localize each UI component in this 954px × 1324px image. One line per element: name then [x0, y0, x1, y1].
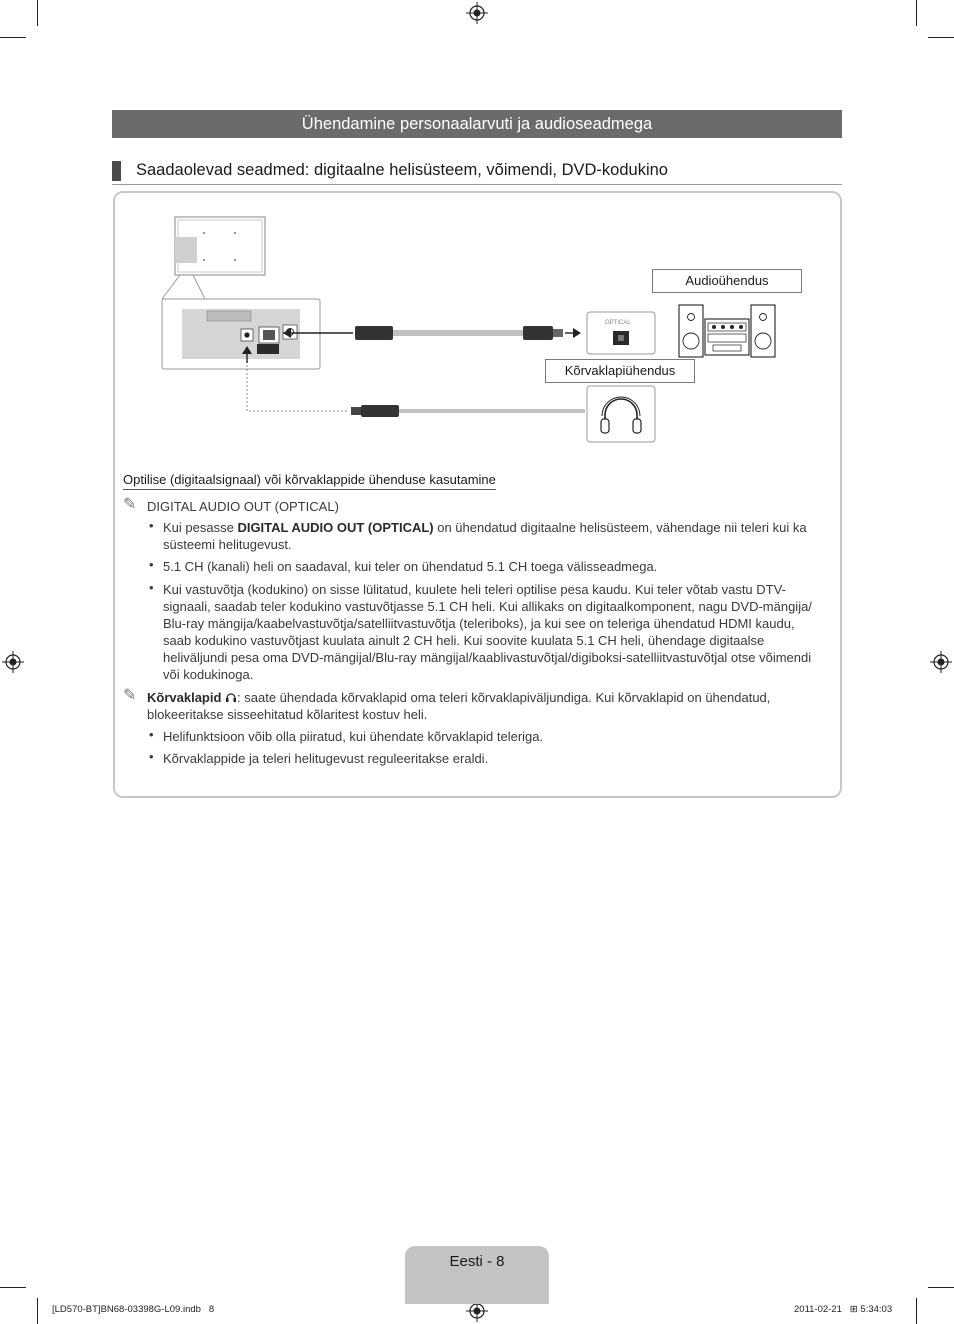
crop-mark [0, 37, 26, 38]
file-imprint: [LD570-BT]BN68-03398G-L09.indb 8 [52, 1304, 215, 1315]
usage-heading-text: Optilise (digitaalsignaal) või kõrvaklappide ühenduse kasutamine [123, 472, 496, 487]
list-item: Helifunktsioon võib olla piiratud, kui ühendate kõrvaklapid teleriga. [163, 729, 544, 744]
bullet-icon: • [149, 727, 154, 742]
registration-mark-icon [930, 651, 952, 673]
crop-mark [916, 1298, 917, 1324]
bullet-icon: • [149, 518, 154, 533]
subsection-heading [112, 160, 842, 185]
heading-marker [112, 161, 121, 181]
note-headphones: Kõrvaklapid : saate ühendada kõrvaklapid oma teleri kõrvaklapiväljundiga. Kui kõrvaklapid on ühendatud, [147, 690, 771, 705]
note-pencil-icon: ✎ [123, 496, 137, 513]
optical-port-label: OPTICAL [605, 320, 631, 326]
note-pencil-icon: ✎ [123, 687, 137, 704]
list-item: Kõrvaklappide ja teleri helitugevust reguleeritakse eraldi. [163, 751, 489, 766]
bullet-icon: • [149, 557, 154, 572]
list-item-line: heliväljundi pesa oma DVD-mängijal/Blu-ray mängijal/kaablivastuvõtjal/digiboksi-satelliitvastuvõtjal otse võimendi [163, 650, 812, 665]
section-title: Ühendamine personaalarvuti ja audioseadmega [112, 110, 842, 138]
content-box [113, 191, 842, 798]
list-item-line: signaali, saadab teler kodukino vastuvõtjasse 5.1 CH heli. Kui allikaks on digitaalkomponent, nagu DVD-mängija/ [163, 599, 812, 614]
timestamp-imprint: 2011-02-21 ⊞ 5:34:03 [794, 1304, 893, 1315]
crop-mark [0, 1287, 26, 1288]
subsection-title: Saadaolevad seadmed: digitaalne helisüsteem, võimendi, DVD-kodukino [136, 161, 668, 179]
headphones-device [587, 386, 655, 442]
registration-mark-icon [466, 2, 488, 24]
optical-port [587, 312, 655, 354]
list-item: Kui pesasse DIGITAL AUDIO OUT (OPTICAL) on ühendatud digitaalne helisüsteem, vähendage nii teleri kui ka [163, 520, 807, 535]
optical-cable [283, 326, 581, 340]
list-item: 5.1 CH (kanali) heli on saadaval, kui teler on ühendatud 5.1 CH toega välisseadmega. [163, 559, 658, 574]
audio-system [679, 305, 775, 357]
note-title-optical: DIGITAL AUDIO OUT (OPTICAL) [147, 499, 339, 514]
connection-diagram [115, 193, 840, 463]
note-continuation: blokeeritakse sisseehitatud kõlaritest kostuv heli. [147, 707, 428, 722]
tv-jack-panel [162, 299, 320, 369]
page-number: Eesti - 8 [405, 1246, 549, 1304]
list-item-line: saab kodukino vastuvõtjast kuulata ainult 2 CH heli. Kui soovite kuulata 5.1 CH heli, ühendage digitaalse [163, 633, 765, 648]
list-item-continuation: süsteemi helitugevust. [163, 537, 292, 552]
headphone-icon [225, 692, 237, 703]
bullet-icon: • [149, 749, 154, 764]
crop-mark [916, 0, 917, 26]
tv-back-panel [162, 217, 265, 299]
crop-mark [37, 0, 38, 26]
crop-mark [928, 37, 954, 38]
crop-mark [928, 1287, 954, 1288]
audio-connection-label: Audioühendus [652, 269, 802, 293]
registration-mark-icon [2, 651, 24, 673]
headphone-connection-label: Kõrvaklapiühendus [545, 359, 695, 383]
list-item-line: Kui vastuvõtja (kodukino) on sisse lülitatud, kuulete heli teleri optilise pesa kaudu. Kui teler võtab vastu DTV- [163, 582, 786, 597]
list-item-line: või kodukinoga. [163, 667, 254, 682]
list-item-line: Blu-ray mängija/kaabelvastuvõtja/satelliitvastuvõtja (teleriboks), ja kui see on teleriga ühendatud HDMI kaudu, [163, 616, 795, 631]
bullet-icon: • [149, 580, 154, 595]
crop-mark [37, 1298, 38, 1324]
usage-heading [123, 471, 496, 490]
